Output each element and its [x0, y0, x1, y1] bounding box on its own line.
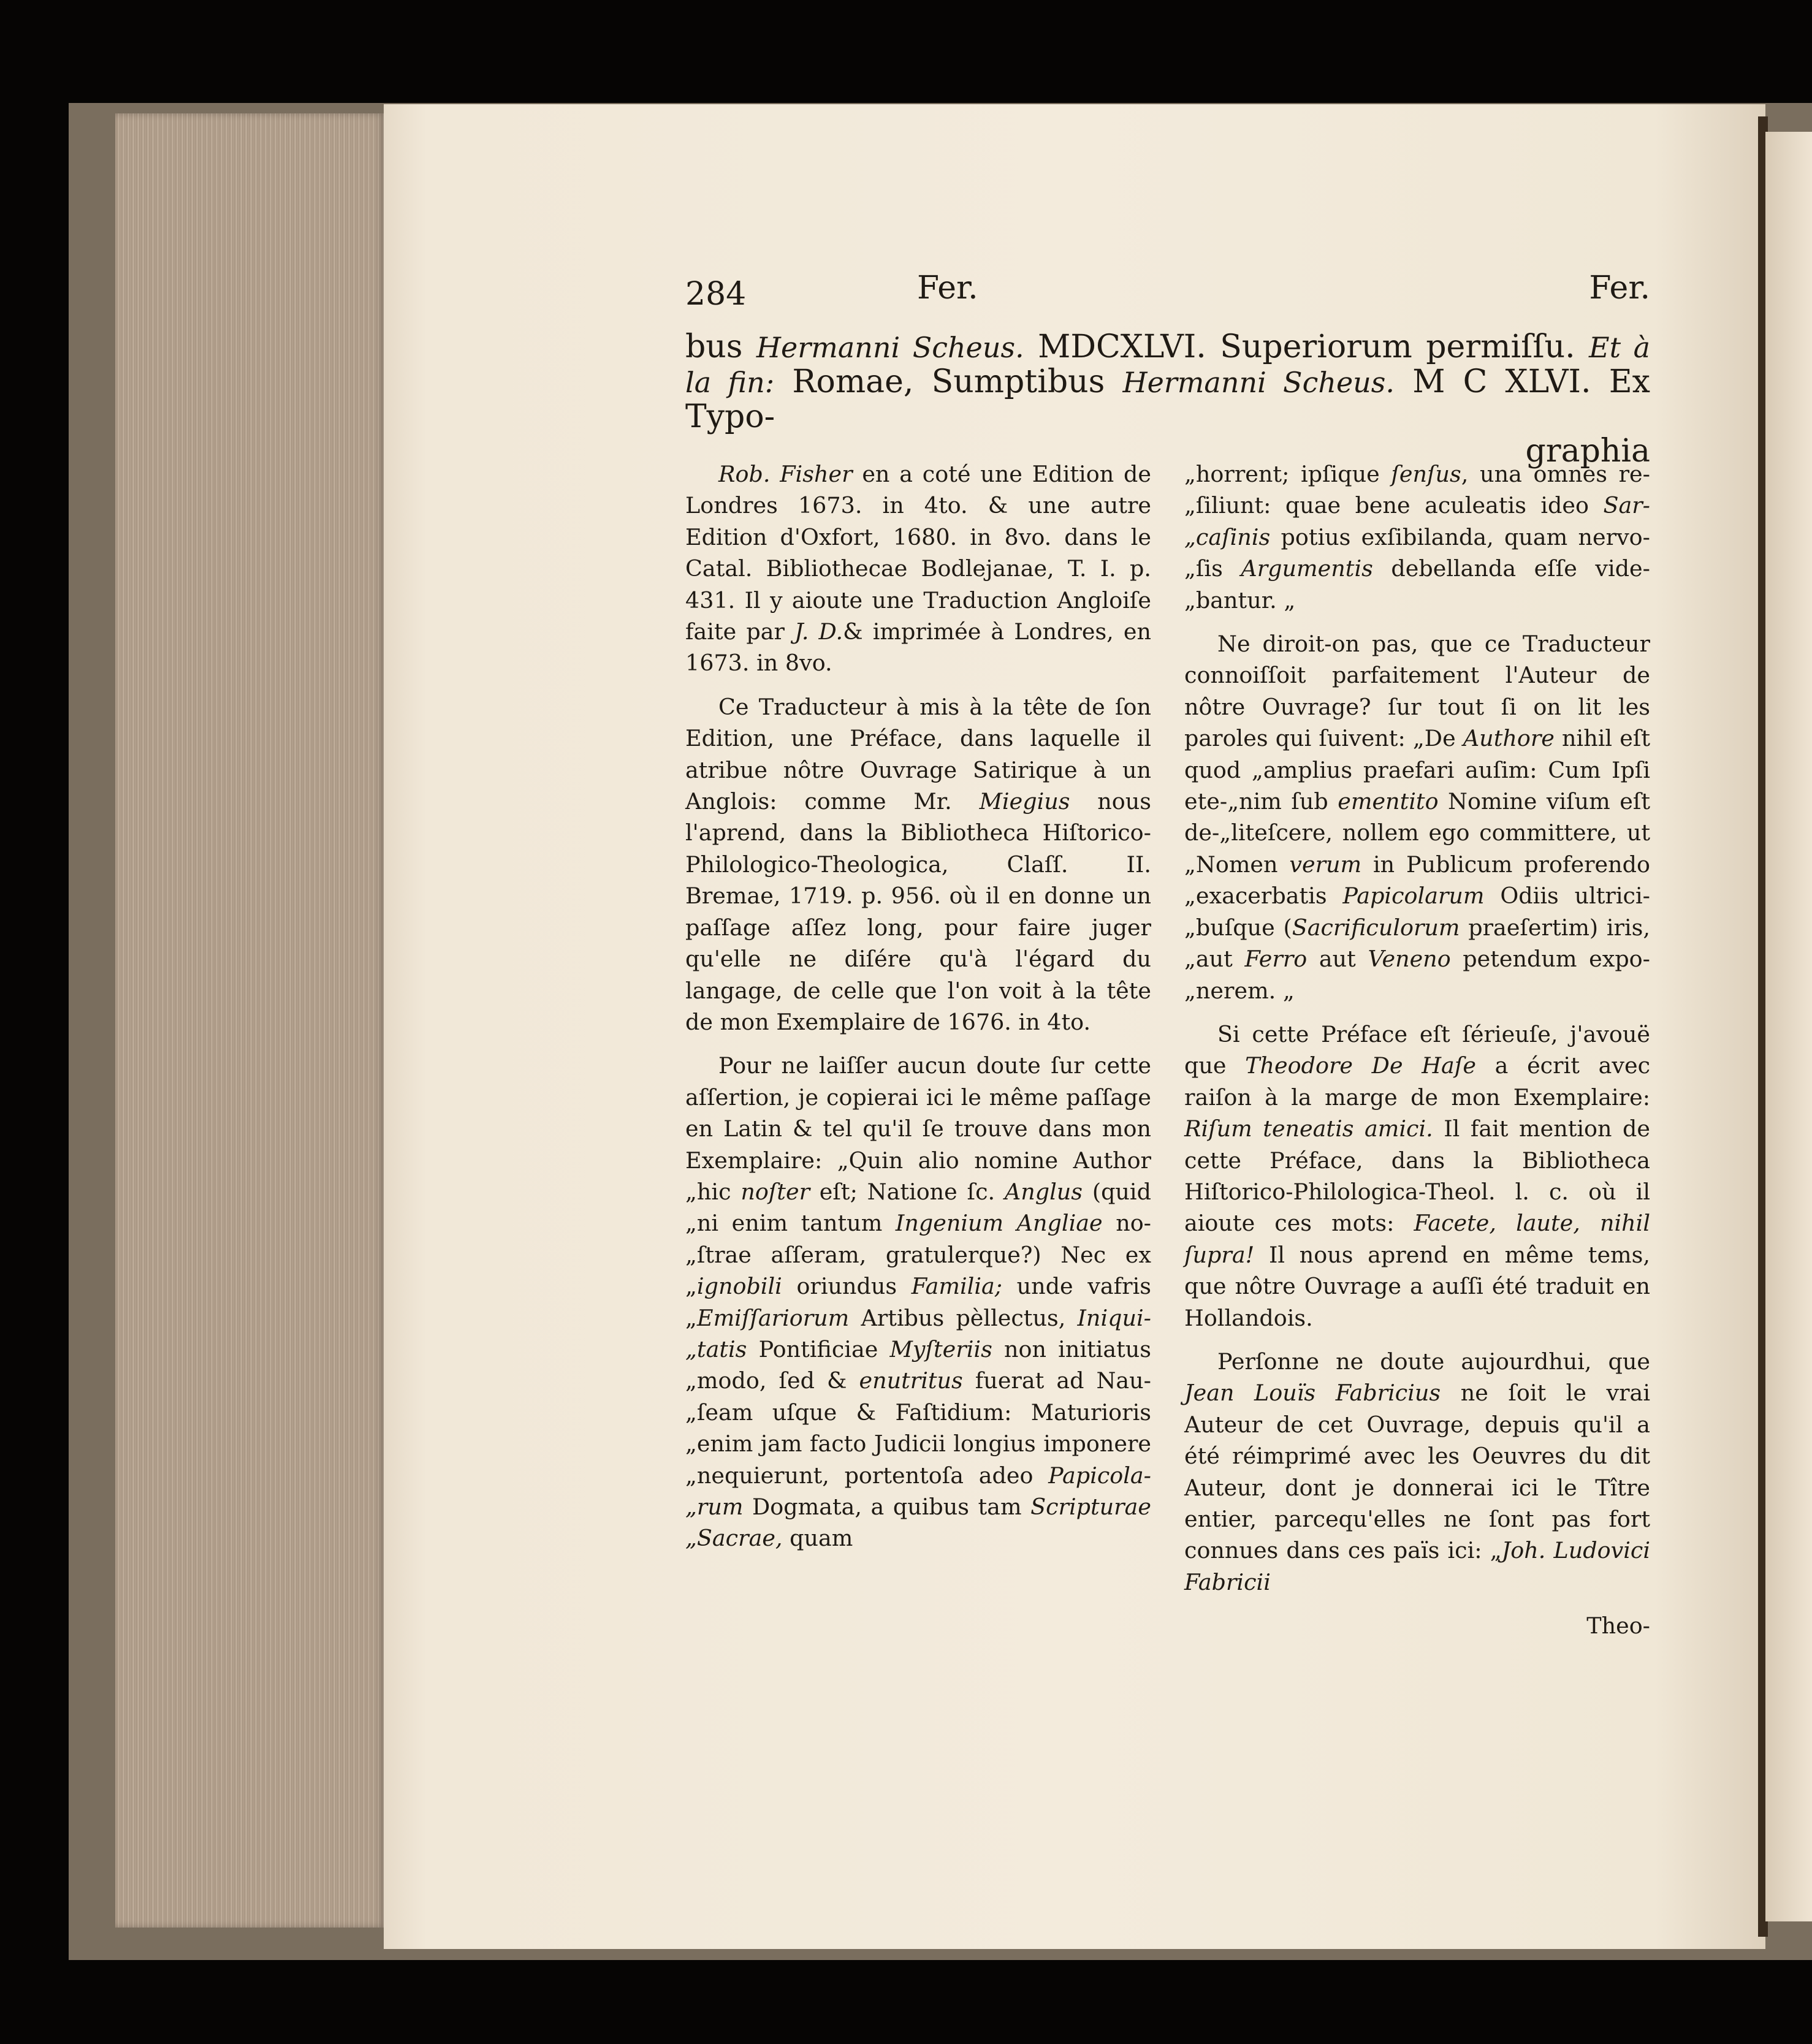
entry-title — [685, 330, 1650, 468]
text: „horrent; ipſique — [1184, 461, 1391, 487]
text: eſt; Natione ſc. — [810, 1178, 1005, 1205]
italic-text: verum — [1289, 851, 1362, 878]
paragraph — [1184, 628, 1650, 1006]
italic-text: Ingenium Angliae — [895, 1210, 1103, 1237]
italic-text: Theodore De Haſe — [1245, 1052, 1476, 1079]
running-header — [685, 264, 1650, 313]
text: ne ſoit le vrai Auteur de cet Ouvrage, depuis qu'il a été réimprimé avec les Oeuvres du dit Auteur, dont je donnerai ici le Tître entier, parcequ'elles ne ſont pas fort connues dans ces païs ici: „ — [1184, 1380, 1650, 1564]
text: Pontificiae — [747, 1335, 890, 1362]
text: & imprimée à Londres, en 1673. in 8vo. — [685, 618, 1151, 677]
header-word-right: Fer. — [1589, 270, 1650, 306]
right-column — [1184, 458, 1650, 1642]
title-text: MDCXLVI. Superiorum permiſſu. — [1024, 329, 1589, 365]
page-number: 284 — [685, 276, 747, 313]
italic-text: noſter — [740, 1178, 810, 1205]
text: en a coté une Edition de Londres 1673. in 4to. & une autre Edition d'Oxfort, 1680. in 8vo. dans le Catal. Bibliothecae Bodlejanae, T. I. p. 431. Il y aioute une Traduction Angloiſe faite par — [685, 461, 1151, 645]
text: nous l'aprend, dans la Bibliotheca Hiſtorico-Philologico-Theologica, Claſſ. II. Bremae, 1719. p. 956. où il en donne un paſſage aſſez long, pour faire juger qu'elle ne diſére qu'à l'égard du langage, de celle que l'on voit à la tête de mon Exemplaire de 1676. in 4to. — [685, 788, 1151, 1035]
text: in Publicum proferendo „exacerbatis — [1184, 851, 1650, 910]
italic-text: Emiſſariorum — [696, 1304, 850, 1331]
italic-text: Ferro — [1244, 946, 1308, 973]
title-text-italic: Et à la fin: — [685, 331, 1650, 399]
italic-text: Papicola-„rum — [685, 1462, 1151, 1520]
text: debellanda eſſe vide-„bantur. „ — [1184, 555, 1650, 614]
text: a écrit avec raiſon à la marge de mon Exemplaire: — [1184, 1052, 1651, 1111]
paragraph — [1184, 1346, 1650, 1598]
text: Il fait mention de cette Préface, dans la Bibliotheca Hiſtorico-Philologica-Theol. l. c. où il aioute ces mots: — [1184, 1115, 1650, 1237]
text: no-„ſtrae aſſeram, gratulerque?) Nec ex „ — [685, 1210, 1152, 1300]
italic-text: Papicolarum — [1342, 883, 1485, 910]
paragraph — [685, 458, 1151, 679]
italic-text: Scripturae „Sacrae, — [685, 1494, 1151, 1552]
paragraph — [685, 691, 1151, 1038]
text: petendum expo-„nerem. „ — [1184, 946, 1650, 1004]
text: nihil eſt quod „amplius praefari auſim: Cum Ipſi ete-„nim ſub — [1184, 725, 1650, 815]
italic-text: Iniqui-„tatis — [685, 1304, 1151, 1362]
italic-text: Rob. Fisher — [718, 461, 853, 487]
italic-text: enutritus — [859, 1367, 963, 1394]
title-text-italic: Hermanni Scheus. — [756, 331, 1024, 364]
text: Pour ne laiſſer aucun doute ſur cette aſſertion, je copierai ici le même paſſage en Latin & tel qu'il ſe trouve dans mon Exemplaire: „Quin alio nomine Author „hic — [685, 1052, 1151, 1205]
text: quam — [782, 1525, 853, 1552]
title-text: bus — [685, 329, 756, 365]
header-word-left: Fer. — [917, 270, 978, 306]
italic-text: Miegius — [979, 788, 1070, 815]
page-edges — [115, 113, 385, 1928]
text: Perſonne ne doute aujourdhui, que — [1217, 1348, 1650, 1375]
italic-text: Joh. Ludovici Fabricii — [1184, 1537, 1650, 1595]
italic-text: Myſteriis — [889, 1335, 992, 1362]
title-text: graphia — [1525, 433, 1650, 469]
catchword: Theo- — [1586, 1613, 1650, 1639]
text: , una omnes re-„ſiliunt: quae bene aculeatis ideo — [1184, 461, 1650, 519]
text: Il nous aprend en même tems, que nôtre Ouvrage a auſſi été traduit en Hollandois. — [1184, 1241, 1650, 1331]
italic-text: Riſum teneatis amici. — [1184, 1115, 1433, 1142]
italic-text: ementito — [1338, 788, 1439, 815]
text: Artibus pèllectus, — [849, 1304, 1078, 1331]
text: Si cette Préface eſt ſérieuſe, j'avouë que — [1184, 1020, 1650, 1079]
italic-text: Veneno — [1368, 946, 1451, 973]
text: Dogmata, a quibus tam — [743, 1494, 1031, 1520]
italic-text: J. D. — [794, 618, 843, 645]
left-column — [685, 458, 1151, 1567]
paragraph — [685, 1050, 1151, 1554]
text: (quid „ni enim tantum — [685, 1178, 1151, 1237]
italic-text: Authore — [1463, 725, 1555, 752]
paragraph — [1184, 1019, 1650, 1334]
paragraph — [1184, 458, 1650, 616]
text: fuerat ad Nau-„ſeam uſque & Faſtidium: Maturioris „enim jam facto Judicii longius imponere „nequierunt, portentoſa adeo — [685, 1367, 1151, 1489]
text: unde vafris „ — [685, 1273, 1151, 1331]
facing-page-edge — [1765, 132, 1812, 1921]
text: Ne diroit-on pas, que ce Traducteur connoiſſoit parfaitement l'Auteur de nôtre Ouvrage? ſur tout ſi on lit les paroles qui ſuivent: „De — [1184, 631, 1650, 752]
italic-text: ſenſus — [1391, 461, 1461, 487]
text: praeſertim) iris, „aut — [1184, 914, 1650, 973]
text: Nomine viſum eſt de-„liteſcere, nollem ego committere, ut „Nomen — [1184, 788, 1650, 878]
italic-text: ignobili — [696, 1273, 782, 1300]
text: aut — [1307, 946, 1368, 973]
text: Odiis ultrici-„buſque ( — [1184, 883, 1650, 941]
italic-text: Facete, laute, nihil ſupra! — [1184, 1210, 1650, 1268]
italic-text: Anglus — [1004, 1178, 1083, 1205]
title-text: M C XLVI. Ex Typo- — [685, 363, 1651, 435]
text: non initiatus „modo, ſed & — [685, 1335, 1152, 1394]
italic-text: Familia; — [911, 1273, 1003, 1300]
italic-text: Argumentis — [1241, 555, 1373, 582]
text: oriundus — [782, 1273, 912, 1300]
title-text: Romae, Sumptibus — [774, 363, 1123, 400]
italic-text: Sacrificulorum — [1292, 914, 1460, 941]
text: Ce Traducteur à mis à la tête de ſon Edition, une Préface, dans laquelle il atribue nôtre Ouvrage Satirique à un Anglois: comme Mr. — [685, 693, 1151, 815]
text: potius exſibilanda, quam nervo-„ſis — [1184, 523, 1650, 582]
title-text-italic: Hermanni Scheus. — [1122, 366, 1395, 399]
italic-text: Sar-„caſinis — [1184, 492, 1650, 550]
italic-text: Jean Louïs Fabricius — [1184, 1380, 1441, 1407]
